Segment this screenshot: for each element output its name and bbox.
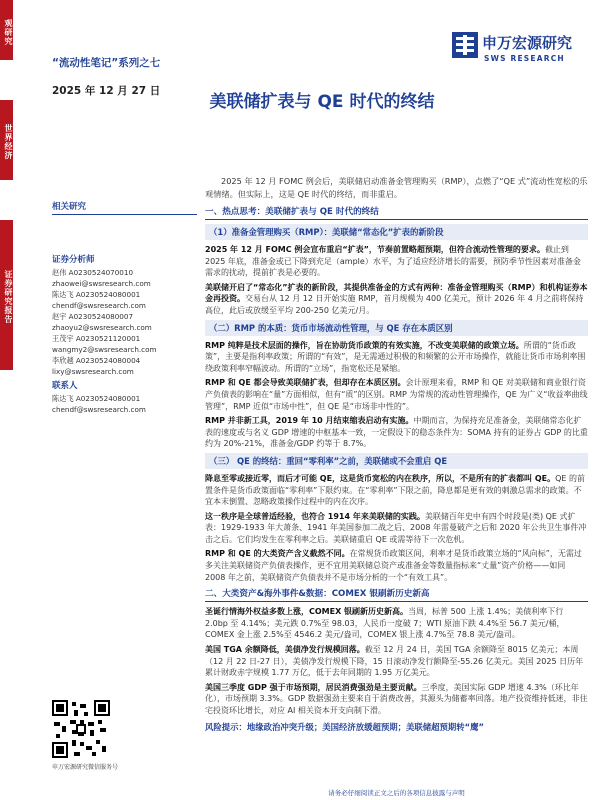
paragraph-text: 中期而言，为保持充足准备金，美联储常态化扩表的速度或与名义 GDP 增速的中枢基本一致，一定假设下的稳态条件为：SOMA 持有的证券占 GDP 的比重约为 20%-21%，准备金/GDP 约等于 8.7%。	[205, 416, 588, 449]
qr-caption: 申万宏源研究微信服务号	[52, 764, 119, 771]
analyst-email[interactable]: zhaoyu2@swsresearch.com	[52, 323, 152, 332]
paragraph-text: 所谓的“货币政策”，主要是指利率政策；所谓的“有效”，是无需通过积极的和频繁的公开市场操作，就能让货币市场利率围绕政策利率窄幅波动。所谓的“立场”，指宽松还是紧缩。	[205, 340, 586, 373]
strip-section-bottom: 证券研究报告	[0, 220, 13, 370]
contact-line: 陈达飞 A0230524080001	[52, 394, 141, 403]
paragraph-lead: 圣诞行情海外权益多数上涨，COMEX 银刷新历史新高。	[205, 607, 409, 617]
analyst-email[interactable]: zhaowei@swsresearch.com	[52, 279, 151, 288]
related-research-heading[interactable]: 相关研究	[52, 200, 197, 215]
strip-section-top: 观研究	[0, 0, 13, 60]
side-strip	[0, 0, 13, 800]
analyst-line: 赵宇 A0230524080007	[52, 312, 134, 321]
logo-mark-icon	[452, 32, 478, 58]
paragraph	[205, 606, 588, 641]
subsection-heading: （三） QE 的终结：重回“零利率”之前，美联储或不会重启 QE	[205, 453, 588, 469]
paragraph	[205, 548, 588, 583]
strip-section-middle: 世界经济	[0, 100, 13, 180]
analyst-line: 王茂宇 A0230521120001	[52, 334, 141, 343]
paragraph-text: 当周，标普 500 上涨 1.4%；美债利率下行 2.0bp 至 4.14%；美元跌 0.7%至 98.03，人民币一度破 7；WTI 原油下跌 4.4%至 56.7 美元/桶，COMEX 金上涨 2.5%至 4546.2 美元/盎司，COMEX 银上涨 4.7%至 78.8 美元/盎司。	[205, 607, 565, 640]
analyst-email[interactable]: lixy@swsresearch.com	[52, 367, 134, 376]
paragraph	[205, 682, 588, 717]
paragraph-lead: 降息至零或接近零，而后才可能 QE，这是货币宽松的内在秩序，所以，不是所有的扩表都叫 QE。	[205, 473, 556, 483]
analysts-heading: 证券分析师	[52, 255, 95, 265]
paragraph	[205, 244, 588, 279]
contact-email[interactable]: chendf@swsresearch.com	[52, 405, 146, 414]
paragraph-lead: RMP 纯粹是技术层面的操作，旨在协助货币政策的有效实施，不改变美联储的政策立场。	[205, 340, 524, 350]
analyst-list	[52, 267, 197, 377]
section-heading: 一、热点思考：美联储扩表与 QE 时代的终结	[205, 205, 588, 220]
disclaimer-footer: 请务必仔细阅读正文之后的各项信息披露与声明	[328, 789, 465, 797]
series-label: “流动性笔记”系列之七	[52, 57, 161, 69]
paragraph	[205, 473, 588, 508]
analyst-line: 李欣越 A0230524080004	[52, 356, 141, 365]
paragraph-text: QE 的前置条件是货币政策面临“零利率”下限约束。在“零利率”下限之前，降息都是更有效的刺激总需求的政策。不宜本末倒置、忽略政策操作过程中的内在次序。	[205, 473, 586, 507]
paragraph-lead: RMP 和 QE 的大类资产含义截然不同。	[205, 549, 350, 559]
analyst-email[interactable]: wangmy2@swsresearch.com	[52, 345, 157, 354]
report-date: 2025 年 12 月 27 日	[52, 85, 161, 97]
paragraph-text: 截止到 2025 年底，准备金或已下降到充足（ample）水平，为了适应经济增长的需要，预防季节性因素对准备金需求的扰动，提前扩表是必要的。	[205, 245, 581, 278]
paragraph-lead: RMP 并非新工具，2019 年 10 月结束缩表启动有实施。	[205, 416, 414, 426]
logo-text-cn: 申万宏源研究	[482, 34, 573, 52]
paragraph-lead: 2025 年 12 月 FOMC 例会宣布重启“扩表”，节奏前置略超预期，但符合流动性管理的要求。	[205, 245, 545, 254]
analyst-email[interactable]: chendf@swsresearch.com	[52, 301, 146, 310]
risk-warning: 风险提示：地缘政治冲突升级；美国经济放缓超预期；美联储超预期转“鹰”	[205, 721, 485, 732]
paragraph	[205, 340, 588, 375]
report-title: 美联储扩表与 QE 时代的终结	[209, 92, 435, 112]
analyst-line: 陈达飞 A0230524080001	[52, 290, 141, 299]
summary-intro: 2025 年 12 月 FOMC 例会后，美联储启动准备金管理购买（RMP），点燃了“QE 式”流动性宽松的乐观情绪。但实际上，这是 QE 时代的终结，而非重启。	[205, 176, 588, 199]
paragraph	[205, 511, 588, 546]
subsection-heading: （1）准备金管理购买（RMP）：美联储“常态化”扩表的新阶段	[205, 224, 588, 240]
contacts-heading: 联系人	[52, 381, 78, 391]
paragraph-text: 会计原理来看，RMP 和 QE 对美联储和商业银行资产负债表的影响在“量”方面相似，但有“质”的区别。RMP 为常规的流动性管理操作，QE 为广义“收益率曲线管理”，RMP 近似“市场中性”，但 QE 是“市场非中性的”。	[205, 378, 588, 411]
paragraph	[205, 644, 588, 679]
analyst-line: 赵伟 A0230524070010	[52, 268, 134, 277]
paragraph-text: 美联储百年史中有四个时段是(类) QE 式扩表：1929-1933 年大萧条、1941 年美国参加二战之后、2008 年雷曼破产之后和 2020 年公共卫生事件冲击之后。它们均发生在零利率之后。美联储重启 QE 或需等待下一次危机。	[205, 511, 587, 544]
company-logo	[452, 30, 582, 70]
paragraph-lead: 美国 TGA 余额降低，美债净发行规模回落。	[205, 645, 365, 655]
paragraph-lead: 美联储开启了“常态化”扩表的新阶段，其提供准备金的方式有两种：准备金管理购买（RMP）和机构证券本金再投资。	[205, 282, 588, 304]
paragraph	[205, 282, 588, 317]
paragraph-text: 截至 12 月 24 日，美国 TGA 余额降至 8015 亿美元；本周（12 月 22 日-27 日），美债净发行规模下降，15 日滚动净发行额降至-55.26 亿美元。美国 2025 日历年累计财政赤字规模 1.77 万亿，低于去年同期的 1.95 万亿美元。	[205, 645, 584, 678]
paragraph-text: 在常规货币政策区间，利率才是货币政策立场的“风向标”，无需过多关注美联储资产负债表操作，更不宜用美联储总资产或准备金等数量指标来“丈量”资产价格——如同 2008 年之前，美联储资产负债表并不是市场分析的一个“有效工具”。	[205, 549, 582, 582]
paragraph	[205, 377, 588, 412]
section-heading: 二、大类资产&海外事件&数据：COMEX 银刷新历史新高	[205, 587, 588, 602]
qr-code-icon	[52, 700, 110, 758]
sidebar	[52, 200, 197, 415]
paragraph-lead: 这一秩序是全球普适经验，也符合 1914 年来美联储的实践。	[205, 511, 425, 521]
paragraph-text: 交易台从 12 月 12 日开始实施 RMP，首月规模为 400 亿美元，预计 2026 年 4 月之前将保持高位，此后或放缓至平均 200-250 亿美元/月。	[205, 294, 584, 315]
paragraph	[205, 415, 588, 450]
paragraph-text: 三季度，美国实际 GDP 增速 4.3%（环比年化），市场预期 3.3%。GDP 数据强劲主要来自于消费改善，其源头为储蓄率回落。地产投资维持低迷，非住宅投资环比增长，对应 AI 相关资本开支向制下滑。	[205, 682, 588, 715]
report-body	[205, 175, 588, 733]
subsection-heading: （二）RMP 的本质：货币市场流动性管理，与 QE 存在本质区别	[205, 320, 588, 336]
paragraph-lead: RMP 和 QE 都会导致美联储扩表，但却存在本质区别。	[205, 378, 406, 388]
logo-text-en: SWS RESEARCH	[484, 54, 565, 63]
paragraph-lead: 美国三季度 GDP 强于市场预期，居民消费强劲是主要贡献。	[205, 682, 422, 692]
